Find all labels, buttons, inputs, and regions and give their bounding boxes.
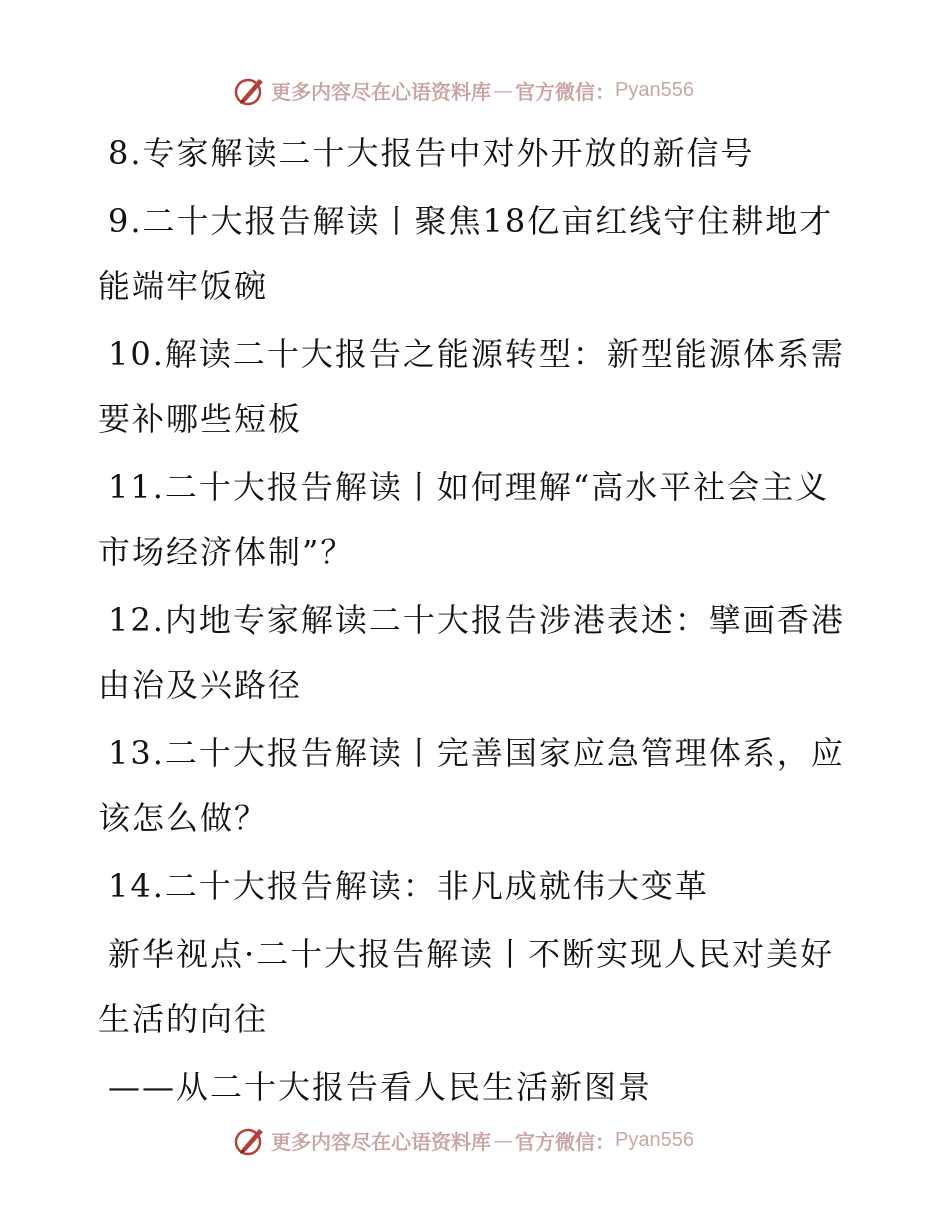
list-item: 10.解读二十大报告之能源转型：新型能源体系需要补哪些短板 (98, 335, 845, 438)
list-item: 12.内地专家解读二十大报告涉港表述：擘画香港由治及兴路径 (98, 601, 845, 704)
watermark-label: 官方微信： (515, 79, 615, 104)
watermark-handle: Pyan556 (615, 78, 694, 101)
watermark-header (233, 70, 694, 110)
list-item: 8.专家解读二十大报告中对外开放的新信号 (108, 134, 755, 172)
watermark-text: 更多内容尽在心语资料库 (271, 1129, 491, 1154)
list-item: ——从二十大报告看人民生活新图景 (108, 1068, 653, 1106)
list-item: 14.二十大报告解读：非凡成就伟大变革 (108, 867, 709, 905)
list-item: 9.二十大报告解读丨聚焦18亿亩红线守住耕地才能端牢饭碗 (98, 202, 834, 305)
watermark-footer (233, 1120, 694, 1160)
watermark-label: 官方微信： (515, 1129, 615, 1154)
watermark-text: 更多内容尽在心语资料库 (271, 79, 491, 104)
list-item: 11.二十大报告解读丨如何理解“高水平社会主义市场经济体制”？ (98, 468, 830, 571)
list-item: 新华视点·二十大报告解读丨不断实现人民对美好生活的向往 (98, 935, 835, 1038)
pen-logo-icon (233, 1123, 267, 1157)
watermark-handle: Pyan556 (615, 1128, 694, 1151)
document-body (98, 121, 858, 1123)
watermark-separator: — (493, 1128, 513, 1152)
list-item: 13.二十大报告解读丨完善国家应急管理体系，应该怎么做？ (98, 734, 845, 837)
pen-logo-icon (233, 73, 267, 107)
watermark-separator: — (493, 78, 513, 102)
